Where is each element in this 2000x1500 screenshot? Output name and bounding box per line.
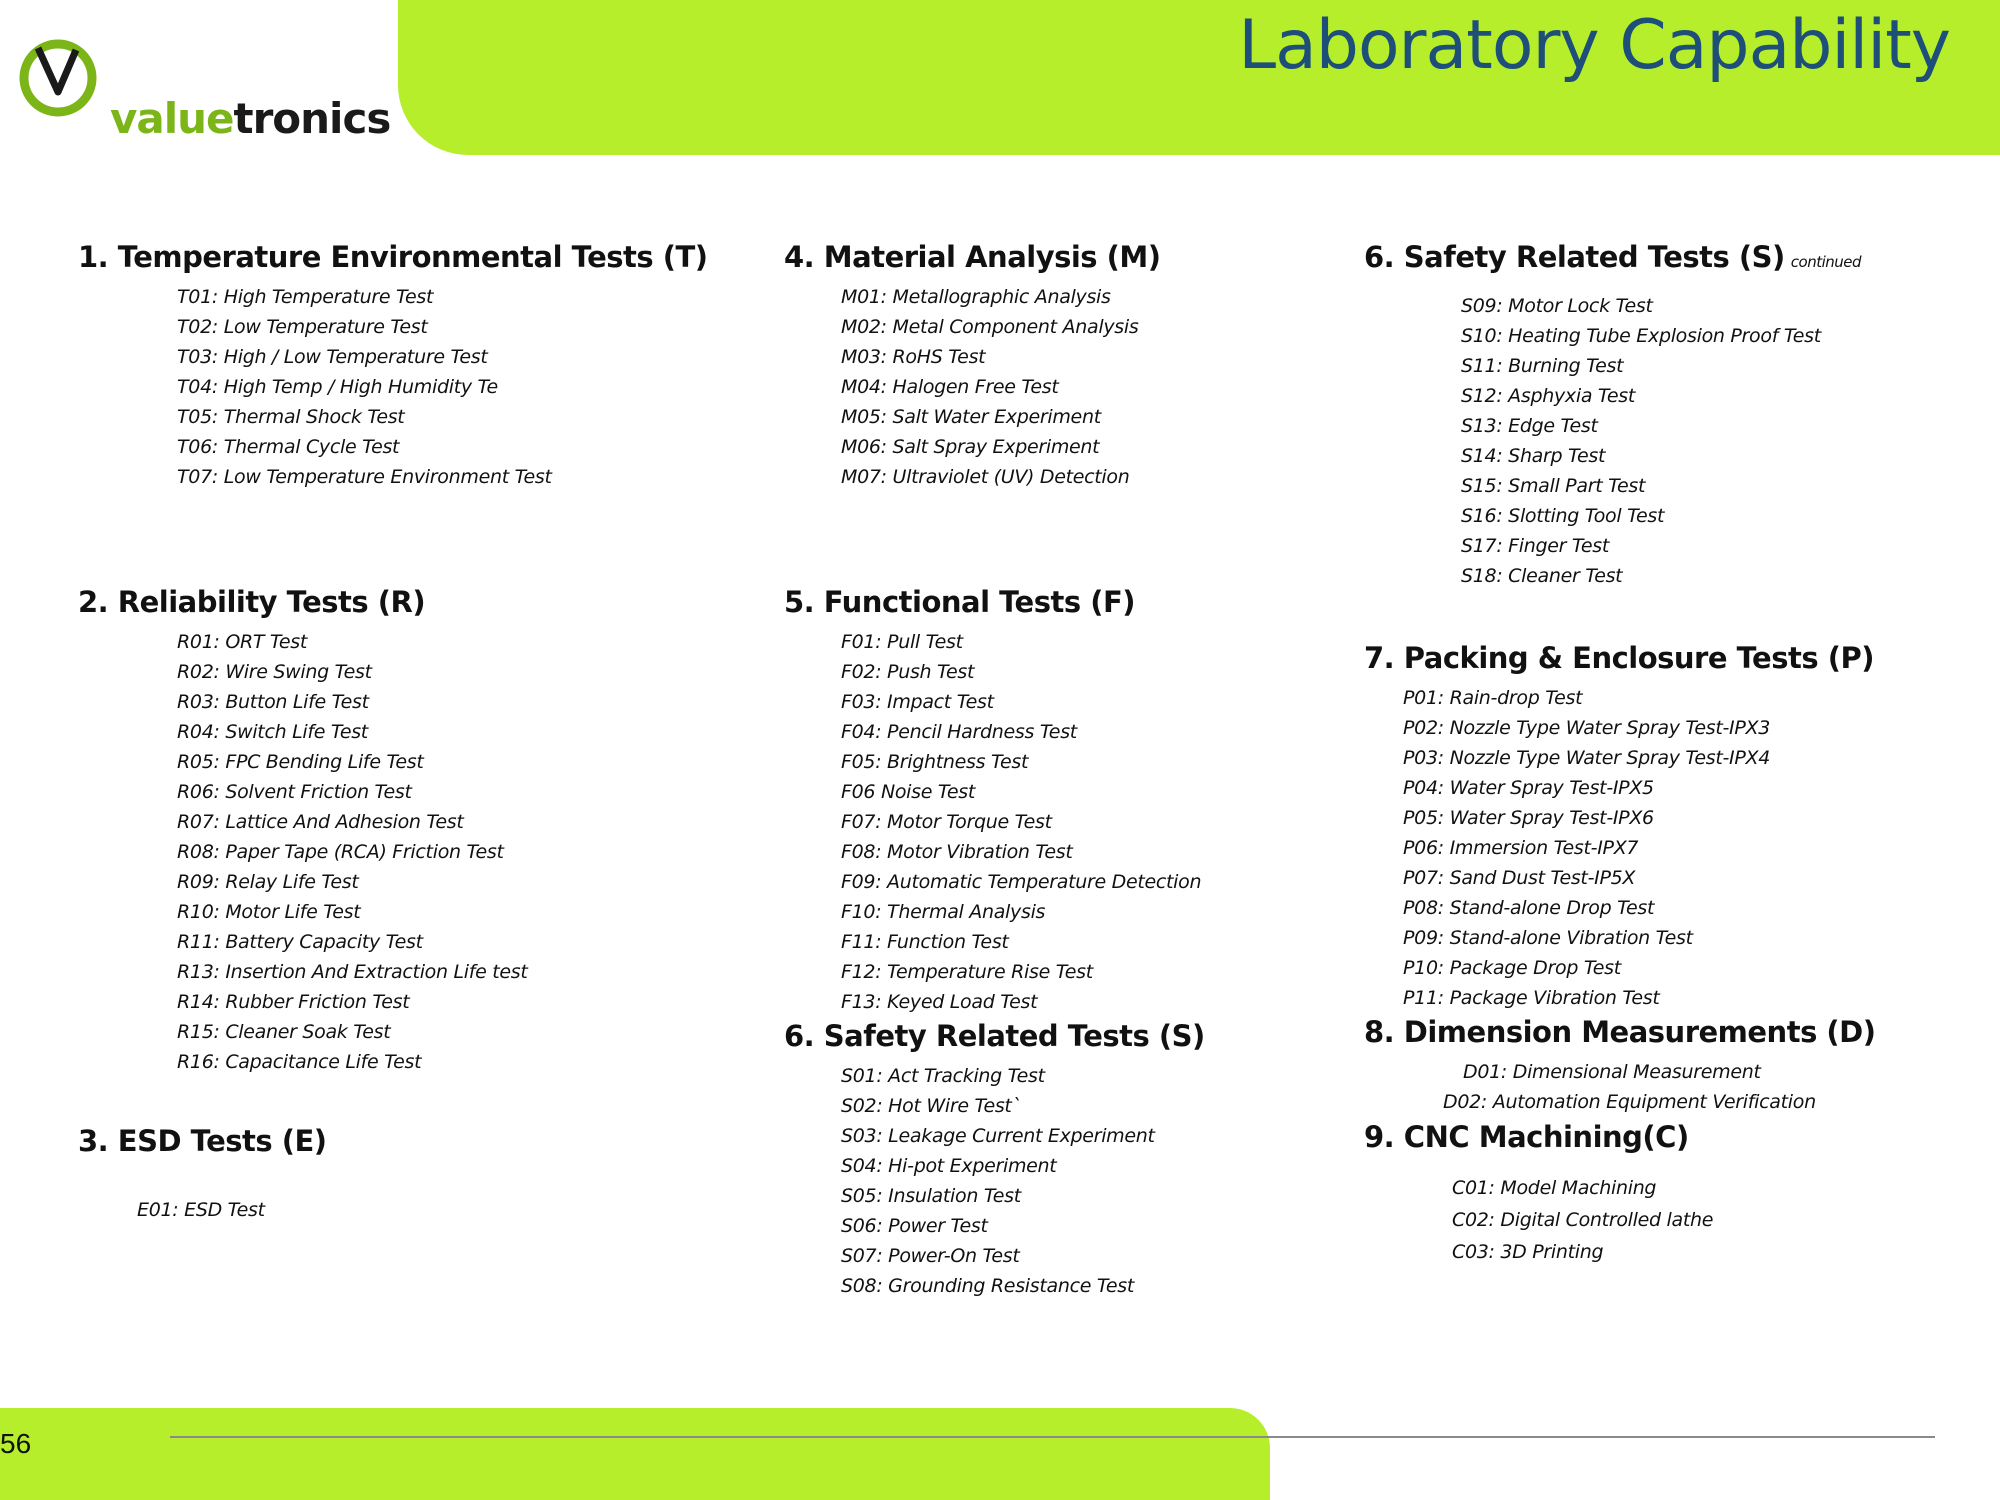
test-item: S18: Cleaner Test <box>1461 565 1623 587</box>
test-item: S08: Grounding Resistance Test <box>841 1275 1134 1297</box>
test-item: R07: Lattice And Adhesion Test <box>177 811 464 833</box>
logo-checkmark-icon <box>18 38 98 118</box>
continued-note: continued <box>1790 253 1862 271</box>
test-item: R06: Solvent Friction Test <box>177 781 412 803</box>
test-item: P09: Stand-alone Vibration Test <box>1403 927 1693 949</box>
test-item: P07: Sand Dust Test-IP5X <box>1403 867 1636 889</box>
test-item: R09: Relay Life Test <box>177 871 359 893</box>
safety-test-list <box>841 1061 1155 1301</box>
test-item: M06: Salt Spray Experiment <box>841 436 1100 458</box>
section-safety-tests-continued <box>1364 240 1861 274</box>
test-item: R08: Paper Tape (RCA) Friction Test <box>177 841 504 863</box>
esd-test-list <box>137 1195 265 1225</box>
test-item: S02: Hot Wire Test` <box>841 1095 1021 1117</box>
test-item: S09: Motor Lock Test <box>1461 295 1653 317</box>
test-item: R04: Switch Life Test <box>177 721 368 743</box>
section-title: 6. Safety Related Tests (S) <box>784 1019 1205 1053</box>
functional-test-list <box>841 627 1201 1017</box>
test-item: C03: 3D Printing <box>1452 1241 1604 1263</box>
test-item: M05: Salt Water Experiment <box>841 406 1101 428</box>
test-item: R03: Button Life Test <box>177 691 369 713</box>
test-item: D01: Dimensional Measurement <box>1463 1061 1761 1083</box>
logo-wordmark <box>110 94 390 143</box>
temperature-test-list <box>177 282 552 492</box>
test-item: P03: Nozzle Type Water Spray Test-IPX4 <box>1403 747 1771 769</box>
test-item: T06: Thermal Cycle Test <box>177 436 400 458</box>
test-item: S15: Small Part Test <box>1461 475 1646 497</box>
cnc-machining-list <box>1452 1172 1713 1268</box>
test-item: C01: Model Machining <box>1452 1177 1657 1199</box>
test-item: S03: Leakage Current Experiment <box>841 1125 1155 1147</box>
section-title: 8. Dimension Measurements (D) <box>1364 1015 1876 1049</box>
test-item: F12: Temperature Rise Test <box>841 961 1093 983</box>
test-item: P06: Immersion Test-IPX7 <box>1403 837 1639 859</box>
test-item: P11: Package Vibration Test <box>1403 987 1660 1009</box>
test-item: R02: Wire Swing Test <box>177 661 372 683</box>
page-title: Laboratory Capability <box>1238 6 1950 85</box>
test-item: R15: Cleaner Soak Test <box>177 1021 391 1043</box>
test-item: S17: Finger Test <box>1461 535 1610 557</box>
test-item: M03: RoHS Test <box>841 346 986 368</box>
section-title: 4. Material Analysis (M) <box>784 240 1161 274</box>
reliability-test-list <box>177 627 528 1077</box>
test-item: P04: Water Spray Test-IPX5 <box>1403 777 1654 799</box>
section-title: 9. CNC Machining(C) <box>1364 1120 1689 1154</box>
test-item: S04: Hi-pot Experiment <box>841 1155 1057 1177</box>
logo-text-light: value <box>110 94 234 143</box>
section-title: 1. Temperature Environmental Tests (T) <box>78 240 708 274</box>
test-item: M01: Metallographic Analysis <box>841 286 1111 308</box>
section-title: 3. ESD Tests (E) <box>78 1124 327 1158</box>
test-item: M07: Ultraviolet (UV) Detection <box>841 466 1130 488</box>
footer-divider <box>170 1436 1935 1438</box>
test-item: F03: Impact Test <box>841 691 994 713</box>
packing-test-list <box>1403 683 1770 1013</box>
test-item: F11: Function Test <box>841 931 1009 953</box>
page-number: 56 <box>0 1428 32 1459</box>
test-item: E01: ESD Test <box>137 1199 265 1221</box>
test-item: F06 Noise Test <box>841 781 975 803</box>
test-item: S14: Sharp Test <box>1461 445 1606 467</box>
test-item: S11: Burning Test <box>1461 355 1624 377</box>
test-item: T05: Thermal Shock Test <box>177 406 405 428</box>
test-item: F10: Thermal Analysis <box>841 901 1046 923</box>
test-item: S01: Act Tracking Test <box>841 1065 1045 1087</box>
test-item: F05: Brightness Test <box>841 751 1029 773</box>
test-item: S07: Power-On Test <box>841 1245 1020 1267</box>
test-item: F04: Pencil Hardness Test <box>841 721 1077 743</box>
test-item: T02: Low Temperature Test <box>177 316 428 338</box>
test-item: F07: Motor Torque Test <box>841 811 1052 833</box>
test-item: P02: Nozzle Type Water Spray Test-IPX3 <box>1403 717 1771 739</box>
section-title: 5. Functional Tests (F) <box>784 585 1136 619</box>
test-item: R13: Insertion And Extraction Life test <box>177 961 528 983</box>
section-temperature-tests <box>78 240 708 274</box>
test-item: P10: Package Drop Test <box>1403 957 1621 979</box>
test-item: T01: High Temperature Test <box>177 286 434 308</box>
test-item: T03: High / Low Temperature Test <box>177 346 488 368</box>
section-cnc-machining <box>1364 1120 1689 1154</box>
test-item: R16: Capacitance Life Test <box>177 1051 422 1073</box>
test-item: F08: Motor Vibration Test <box>841 841 1073 863</box>
test-item: F01: Pull Test <box>841 631 963 653</box>
test-item: F13: Keyed Load Test <box>841 991 1038 1013</box>
test-item: F02: Push Test <box>841 661 975 683</box>
test-item: D02: Automation Equipment Verification <box>1443 1091 1816 1113</box>
section-functional-tests <box>784 585 1135 619</box>
section-material-analysis <box>784 240 1161 274</box>
test-item: R01: ORT Test <box>177 631 308 653</box>
test-item: S13: Edge Test <box>1461 415 1598 437</box>
section-dimension-measurements <box>1364 1015 1876 1049</box>
test-item: P05: Water Spray Test-IPX6 <box>1403 807 1654 829</box>
test-item: P01: Rain-drop Test <box>1403 687 1583 709</box>
test-item: P08: Stand-alone Drop Test <box>1403 897 1655 919</box>
test-item: T04: High Temp / High Humidity Te <box>177 376 498 398</box>
test-item: S12: Asphyxia Test <box>1461 385 1636 407</box>
footer-band <box>0 1408 1270 1500</box>
test-item: T07: Low Temperature Environment Test <box>177 466 552 488</box>
logo-text-dark: tronics <box>233 94 391 143</box>
section-esd-tests <box>78 1124 327 1158</box>
section-title-text: 6. Safety Related Tests (S) <box>1364 240 1785 274</box>
company-logo <box>18 38 391 148</box>
test-item: F09: Automatic Temperature Detection <box>841 871 1202 893</box>
test-item: R11: Battery Capacity Test <box>177 931 423 953</box>
section-title: 7. Packing & Enclosure Tests (P) <box>1364 641 1874 675</box>
test-item: M04: Halogen Free Test <box>841 376 1059 398</box>
section-reliability-tests <box>78 585 425 619</box>
section-packing-tests <box>1364 641 1874 675</box>
section-safety-tests <box>784 1019 1205 1053</box>
safety-test-continued-list <box>1461 291 1821 591</box>
test-item: S16: Slotting Tool Test <box>1461 505 1665 527</box>
test-item: S10: Heating Tube Explosion Proof Test <box>1461 325 1821 347</box>
section-title <box>1364 240 1861 274</box>
test-item: R10: Motor Life Test <box>177 901 361 923</box>
test-item: S05: Insulation Test <box>841 1185 1021 1207</box>
test-item: M02: Metal Component Analysis <box>841 316 1139 338</box>
test-item: R14: Rubber Friction Test <box>177 991 410 1013</box>
test-item: S06: Power Test <box>841 1215 988 1237</box>
test-item: C02: Digital Controlled lathe <box>1452 1209 1714 1231</box>
material-analysis-list <box>841 282 1138 492</box>
section-title: 2. Reliability Tests (R) <box>78 585 426 619</box>
dimension-measurement-list <box>1443 1057 1816 1117</box>
test-item: R05: FPC Bending Life Test <box>177 751 424 773</box>
